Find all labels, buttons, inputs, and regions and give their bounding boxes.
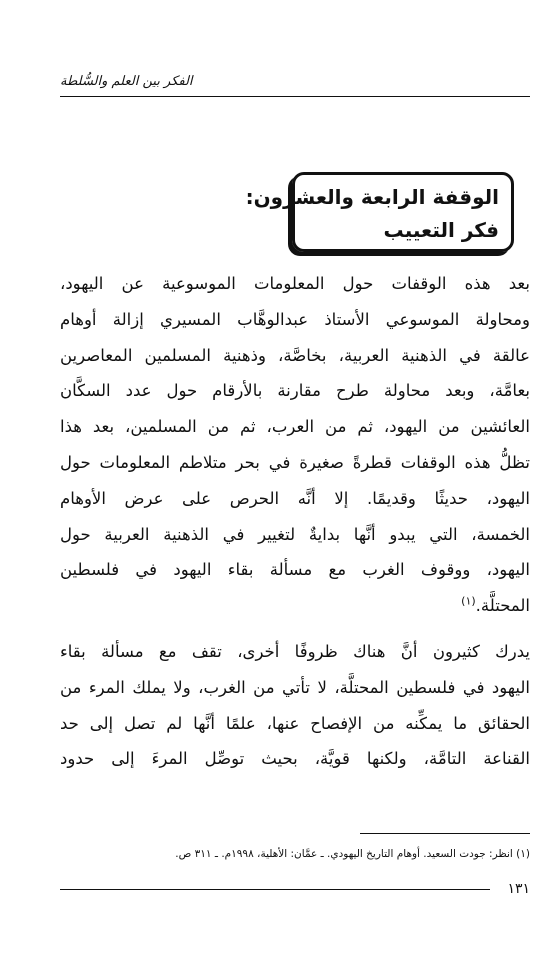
section-heading-subtitle: فكر التعييب (383, 218, 499, 242)
text-line: بعامَّة، وبعد محاولة طرح مقارنة بالأرقام حول عدد السكَّان (60, 381, 530, 401)
text-line: اليهود، ووقوف الغرب مع مسألة بقاء اليهود في فلسطين (60, 560, 530, 580)
text-line-last (60, 588, 530, 624)
footnote: (١) انظر: جودت السعيد. أوهام التاريخ اليهودي. ـ عمَّان: الأهلية، ١٩٩٨م. ـ ٣١١ ص. (175, 848, 530, 860)
text-line: القناعة التامَّة، ولكنها قويَّة، بحيث توصِّل المرءَ إلى حدود (60, 749, 530, 769)
paragraph-1 (60, 266, 530, 624)
text-line: بعد هذه الوقفات حول المعلومات الموسوعية عن اليهود، (60, 274, 530, 293)
text-line: يدرك كثيرون أنَّ هناك ظروفًا أخرى، تقف مع مسألة بقاء (60, 641, 530, 661)
text-line-content: المحتلَّة. (475, 596, 530, 616)
text-line: الخمسة، التي يبدو أنَّها بدايةٌ لتغيير في الذهنية العربية حول (60, 524, 530, 544)
running-head (60, 72, 530, 96)
footer-rule (60, 889, 490, 890)
body-text (60, 266, 530, 777)
text-line: عالقة في الذهنية العربية، بخاصَّة، وذهنية المسلمين المعاصرين (60, 345, 530, 365)
text-line: ومحاولة الموسوعي الأستاذ عبدالوهَّاب المسيري إزالة أوهام (60, 309, 530, 329)
page-footer (60, 876, 530, 902)
footnote-marker: (١) (461, 594, 476, 608)
text-line: اليهود في فلسطين المحتلَّة، لا تأتي من الغرب، ولا يملك المرء من (60, 677, 530, 697)
text-line: تظلُّ هذه الوقفات قطرةً صغيرة في بحر متلاطم المعلومات حول (60, 452, 530, 472)
section-heading-title: الوقفة الرابعة والعشرون: (245, 185, 499, 209)
page-number: ١٣١ (507, 881, 530, 897)
text-line: العائشين من اليهود، ثم من العرب، ثم من المسلمين، بعد هذا (60, 417, 530, 437)
paragraph-2 (60, 634, 530, 777)
text-line: الحقائق ما يمكِّنه من الإفصاح عنها، علمًا أنَّها لم تصل إلى حد (60, 713, 530, 733)
footnote-rule (360, 833, 530, 834)
text-line: اليهود، حديثًا وقديمًا. إلا أنَّه الحرص على عرض الأوهام (60, 488, 530, 508)
running-head-text: الفكر بين العلم والسُّلطة (60, 74, 193, 89)
section-heading-box (245, 172, 514, 252)
header-rule (60, 96, 530, 97)
